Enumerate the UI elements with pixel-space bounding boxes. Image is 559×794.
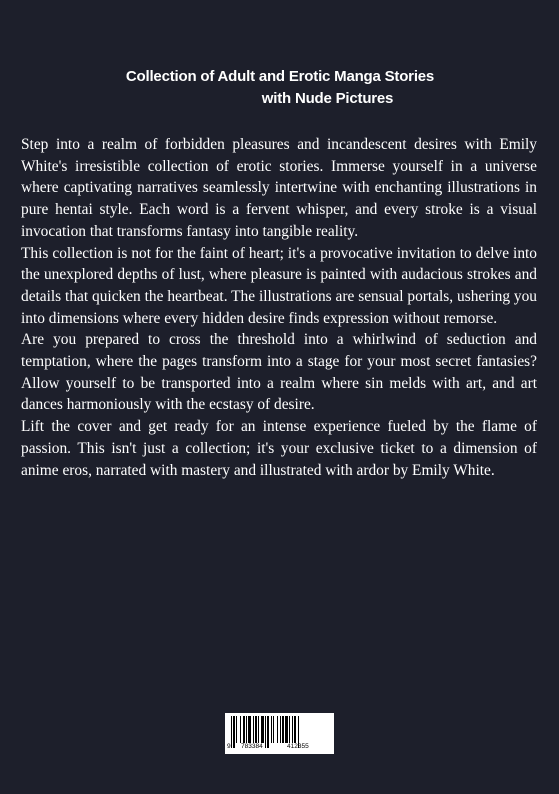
blurb-paragraph-2: This collection is not for the faint of heart; it's a provocative invitation to delve into the unexplored depths of lust, where pleasure is painted with audacious strokes and details that quicken the heartbeat. The illustrations are sensual portals, ushering you into dimensions where every hidden desire finds expression without remorse. xyxy=(21,244,537,327)
blurb-paragraph-1: Step into a realm of forbidden pleasures and incandescent desires with Emily White's irresistible collection of erotic stories. Immerse yourself in a universe where captivating narratives seamlessly intertwine with enchanting illustrations in pure hentai style. Each word is a fervent whisper, and every stroke is a visual invocation that transforms fantasy into tangible reality. xyxy=(21,136,537,240)
barcode-bar xyxy=(285,716,288,743)
isbn-barcode xyxy=(225,713,334,754)
blurb xyxy=(21,134,537,481)
barcode-bar xyxy=(292,716,293,743)
barcode-bar xyxy=(282,716,284,743)
cover-title xyxy=(60,66,500,110)
barcode-bar xyxy=(255,716,257,743)
barcode-right-digits: 412355 xyxy=(287,743,309,750)
barcode-bar xyxy=(280,716,281,743)
blurb-paragraph-3: Are you prepared to cross the threshold into a whirlwind of seduction and temptation, where the pages transform into a stage for your most secret fantasies? Allow yourself to be transported into a realm where sin melds with art, and art dances harmoniously with the ecstasy of desire. xyxy=(21,331,537,414)
barcode-bar xyxy=(236,716,237,743)
title-line-2: with Nude Pictures xyxy=(261,90,394,107)
barcode-bar xyxy=(246,716,247,743)
barcode-bar xyxy=(261,716,264,743)
barcode-bar xyxy=(248,716,251,743)
barcode-left-digits: 783384 xyxy=(241,743,263,750)
barcode-bar xyxy=(240,716,241,743)
barcode-bar xyxy=(294,716,296,743)
barcode-bar xyxy=(243,716,245,743)
title-line-1: Collection of Adult and Erotic Manga Stories xyxy=(125,68,435,85)
barcode-bar xyxy=(271,716,272,743)
barcode-digits xyxy=(225,742,334,753)
blurb-paragraph-4: Lift the cover and get ready for an intense experience fueled by the flame of passion. This isn't just a collection; it's your exclusive ticket to a dimension of anime eros, narrated with mastery and illustrated with ardor by Emily White. xyxy=(21,418,537,479)
barcode-bar xyxy=(289,716,290,743)
barcode-first-digit: 9 xyxy=(227,743,231,750)
barcode-bar xyxy=(273,716,274,743)
barcode-bar xyxy=(253,716,254,743)
barcode-bar xyxy=(277,716,278,743)
barcode-bar xyxy=(258,716,259,743)
